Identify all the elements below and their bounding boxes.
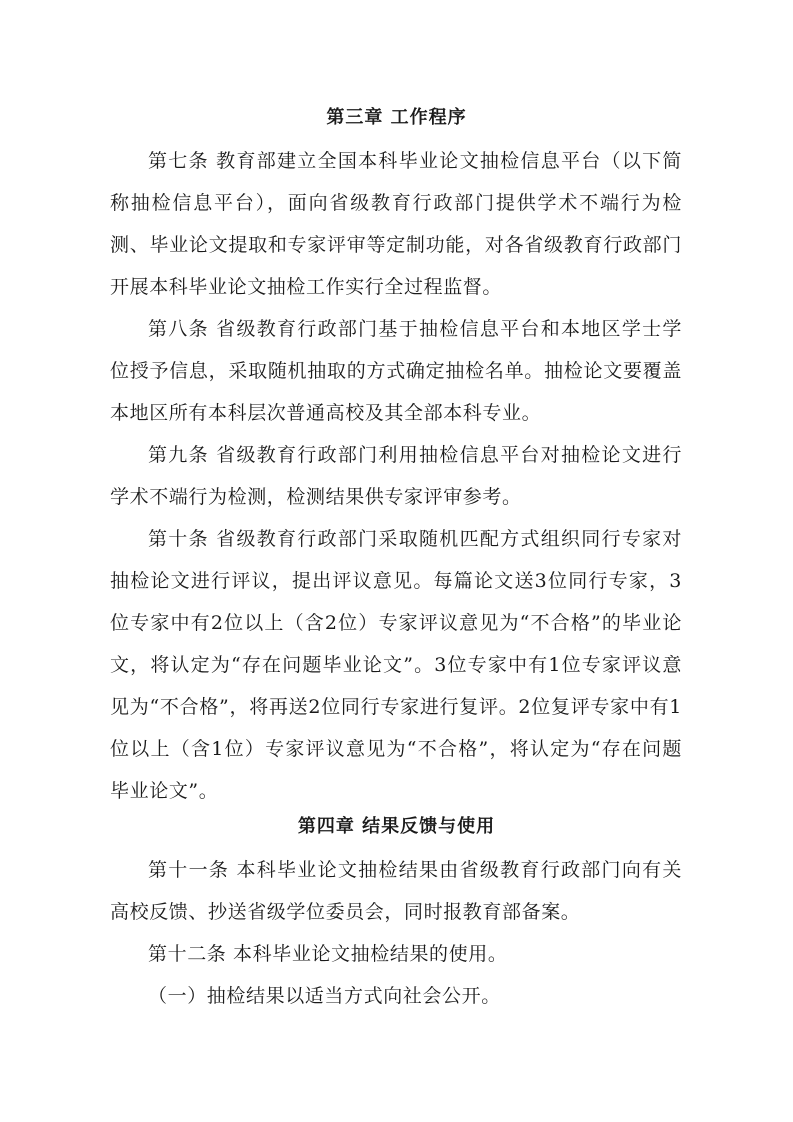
article-12-paragraph: 第十二条 本科毕业论文抽检结果的使用。 <box>148 943 508 965</box>
article-11-paragraph: 第十一条 本科毕业论文抽检结果由省级教育行政部门向有关高校反馈、抄送省级学位委员会，同时报教育部备案。 <box>110 859 682 923</box>
chapter-4-heading: 第四章 结果反馈与使用 <box>297 816 496 837</box>
article-10-paragraph: 第十条 省级教育行政部门采取随机匹配方式组织同行专家对抽检论文进行评议，提出评议意见。每篇论文送3位同行专家，3位专家中有2位以上（含2位）专家评议意见为“不合格”的毕业论文，将认定为“存在问题毕业论文”。3位专家中有1位专家评议意见为“不合格”，将再送2位同行专家进行复评。2位复评专家中有1位以上（含1位）专家评议意见为“不合格”，将认定为“存在问题毕业论文”。 <box>110 528 682 802</box>
article-7-paragraph: 第七条 教育部建立全国本科毕业论文抽检信息平台（以下简称抽检信息平台），面向省级教育行政部门提供学术不端行为检测、毕业论文提取和专家评审等定制功能，对各省级教育行政部门开展本科毕业论文抽检工作实行全过程监督。 <box>110 150 682 298</box>
article-8-paragraph: 第八条 省级教育行政部门基于抽检信息平台和本地区学士学位授予信息，采取随机抽取的方式确定抽检名单。抽检论文要覆盖本地区所有本科层次普通高校及其全部本科专业。 <box>110 318 682 424</box>
list-item-1: （一）抽检结果以适当方式向社会公开。 <box>148 985 501 1007</box>
article-9-paragraph: 第九条 省级教育行政部门利用抽检信息平台对抽检论文进行学术不端行为检测，检测结果供专家评审参考。 <box>110 444 682 508</box>
chapter-3-heading: 第三章 工作程序 <box>326 107 467 128</box>
